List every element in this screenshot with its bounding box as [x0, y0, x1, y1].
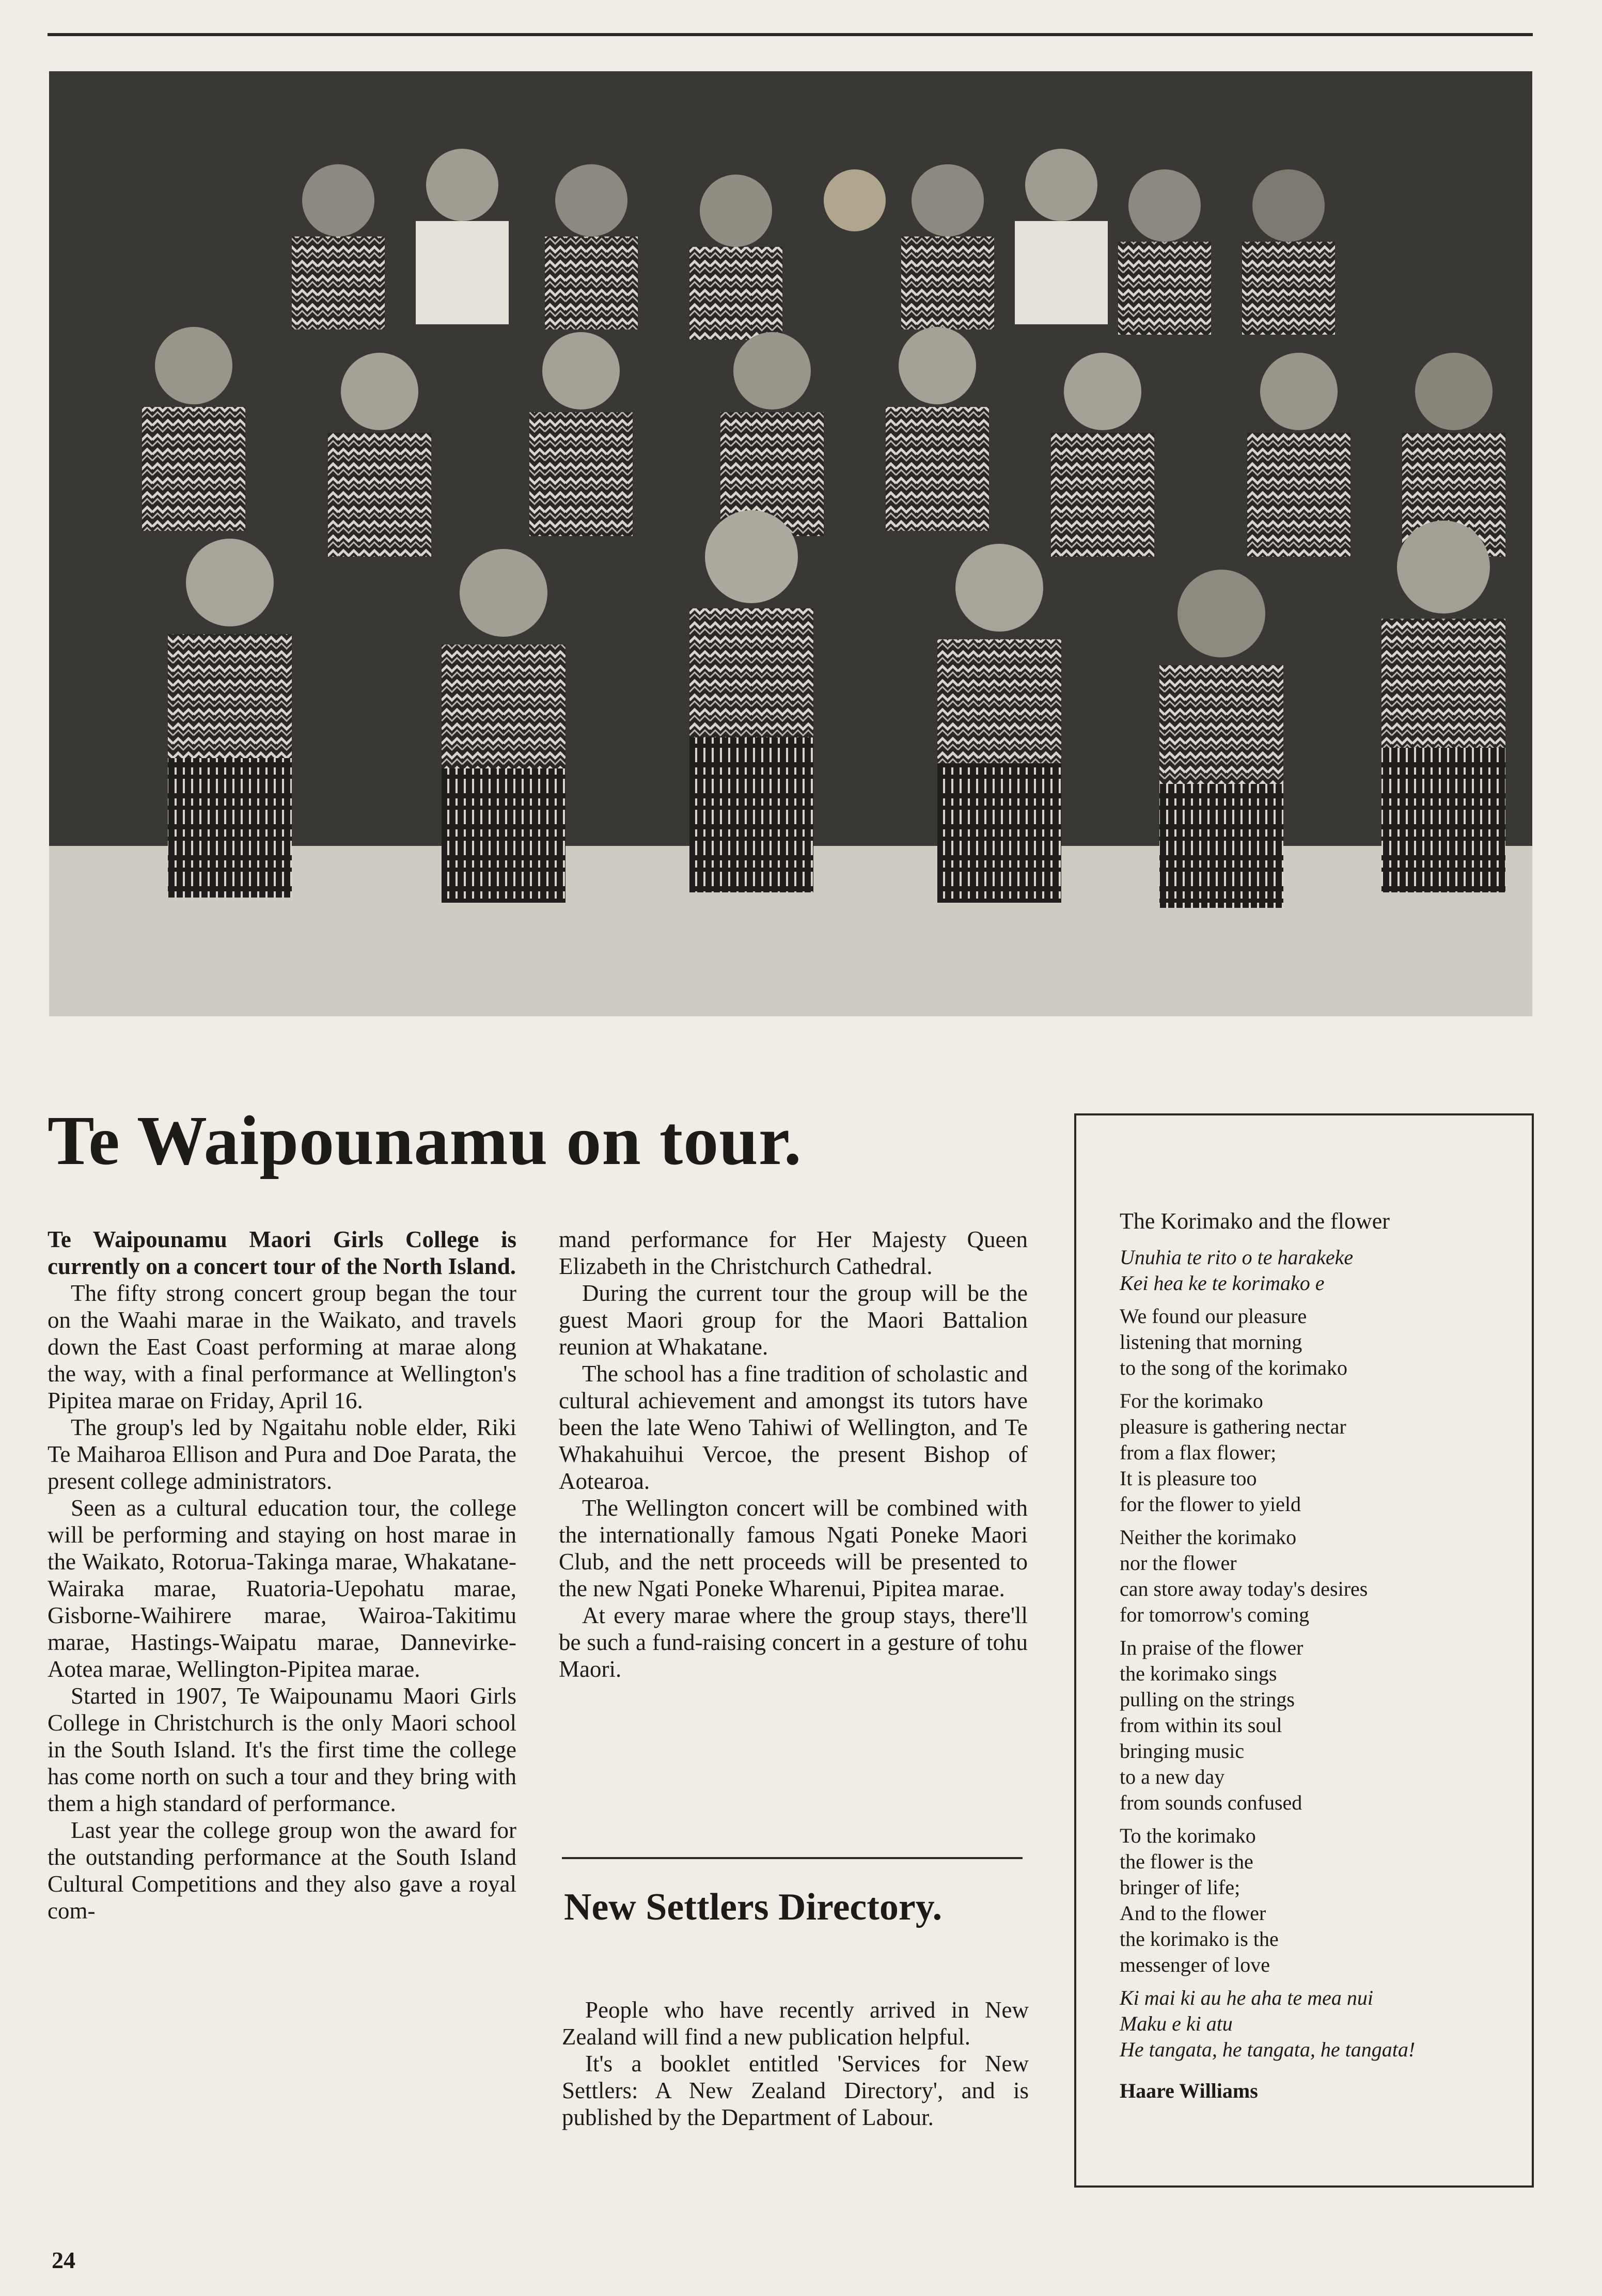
poem-line: to a new day: [1120, 1765, 1225, 1788]
poem-line: to the song of the korimako: [1120, 1356, 1348, 1379]
group-photo-illustration: [49, 71, 1532, 1016]
section-divider: [562, 1857, 1023, 1859]
poem-line: Kei hea ke te korimako e: [1120, 1271, 1325, 1295]
article-paragraph: The Wellington concert will be combined with the internationally famous Ngati Poneke Maori Club, and the nett proceeds will be presented to the new Ngati Poneke Wharenui, Pipitea marae.: [559, 1495, 1028, 1601]
poem-title: The Korimako and the flower: [1120, 1208, 1390, 1234]
article-paragraph: The fifty strong concert group began the tour on the Waahi marae in the Waikato, and travels down the East Coast performing at marae along the way, with a final performance at Wellington's Pipitea marae on Friday, April 16.: [48, 1280, 516, 1413]
article-lead: Te Waipounamu Maori Girls College is currently on a concert tour of the North Island.: [48, 1226, 516, 1279]
poem-line: the korimako is the: [1120, 1927, 1279, 1951]
poem-line: bringing music: [1120, 1739, 1245, 1763]
poem-line: from within its soul: [1120, 1713, 1282, 1737]
poem-line: pulling on the strings: [1120, 1688, 1295, 1711]
poem-stanza: [1120, 1635, 1522, 1816]
article-column-1: [48, 1226, 516, 1924]
group-photo: [49, 71, 1532, 1016]
poem-line: Maku e ki atu: [1120, 2012, 1233, 2035]
poem-line: for tomorrow's coming: [1120, 1603, 1310, 1626]
poem-line: Unuhia te rito o te harakeke: [1120, 1246, 1354, 1269]
poem-line: For the korimako: [1120, 1389, 1263, 1412]
poem-line: Ki mai ki au he aha te mea nui: [1120, 1986, 1374, 2009]
poem-line: Neither the korimako: [1120, 1526, 1297, 1549]
article-paragraph: Last year the college group won the award for the outstanding performance at the South Island Cultural Competitions and they also gave a royal com-: [48, 1817, 516, 1924]
poem-line: from a flax flower;: [1120, 1441, 1277, 1464]
poem-line: can store away today's desires: [1120, 1577, 1368, 1600]
article-paragraph: At every marae where the group stays, there'll be such a fund-raising concert in a gesture of tohu Maori.: [559, 1602, 1028, 1682]
settlers-article: [562, 1996, 1029, 2131]
poem-line: He tangata, he tangata, he tangata!: [1120, 2038, 1416, 2061]
poem-line: We found our pleasure: [1120, 1304, 1307, 1328]
settlers-paragraph: People who have recently arrived in New Zealand will find a new publication helpful.: [562, 1997, 1029, 2050]
poem-stanza: [1120, 1388, 1522, 1517]
poem-author: Haare Williams: [1120, 2079, 1258, 2102]
poem-outro: [1120, 1985, 1522, 2063]
poem-stanza: [1120, 1303, 1522, 1381]
poem-line: In praise of the flower: [1120, 1636, 1303, 1659]
article-paragraph: Started in 1907, Te Waipounamu Maori Girls College in Christchurch is the only Maori school in the South Island. It's the first time the college has come north on such a tour and they bring with them a high standard of performance.: [48, 1683, 516, 1816]
poem-line: from sounds confused: [1120, 1791, 1302, 1814]
poem-line: It is pleasure too: [1120, 1467, 1257, 1490]
poem: [1120, 1208, 1522, 2104]
page-number: 24: [52, 2247, 75, 2273]
top-rule: [48, 33, 1533, 36]
poem-line: listening that morning: [1120, 1330, 1302, 1354]
article-paragraph: The school has a fine tradition of scholastic and cultural achievement and amongst its tutors have been the late Weno Tahiwi of Wellington, and Te Whakahuihui Vercoe, the present Bishop of Aotearoa.: [559, 1361, 1028, 1494]
article-paragraph: Seen as a cultural education tour, the college will be performing and staying on host marae in the Waikato, Rotorua-Takinga marae, Whakatane-Wairaka marae, Ruatoria-Uepohatu marae, Gisborne-Waihirere marae, Wairoa-Takitimu marae, Hastings-Waipatu marae, Dannevirke-Aotea marae, Wellington-Pipitea marae.: [48, 1495, 516, 1682]
poem-line: nor the flower: [1120, 1551, 1237, 1575]
poem-line: bringer of life;: [1120, 1876, 1240, 1899]
settlers-paragraph: It's a booklet entitled 'Services for New Settlers: A New Zealand Directory', and is published by the Department of Labour.: [562, 2051, 1029, 2130]
poem-stanza: [1120, 1823, 1522, 1978]
headline: Te Waipounamu on tour.: [48, 1102, 802, 1180]
settlers-headline: New Settlers Directory.: [564, 1886, 943, 1928]
poem-line: And to the flower: [1120, 1901, 1266, 1925]
poem-line: messenger of love: [1120, 1953, 1270, 1976]
poem-stanza: [1120, 1524, 1522, 1628]
poem-line: the korimako sings: [1120, 1662, 1277, 1685]
article-column-2: [559, 1226, 1028, 1682]
poem-line: the flower is the: [1120, 1850, 1253, 1873]
article-paragraph: The group's led by Ngaitahu noble elder, Riki Te Maiharoa Ellison and Pura and Doe Parata, the present college administrators.: [48, 1414, 516, 1494]
poem-line: for the flower to yield: [1120, 1492, 1301, 1516]
article-continuation: mand performance for Her Majesty Queen Elizabeth in the Christchurch Cathedral.: [559, 1226, 1028, 1279]
poem-intro: [1120, 1245, 1522, 1296]
poem-line: To the korimako: [1120, 1824, 1256, 1847]
poem-line: pleasure is gathering nectar: [1120, 1415, 1346, 1438]
article-paragraph: During the current tour the group will be the guest Maori group for the Maori Battalion reunion at Whakatane.: [559, 1280, 1028, 1360]
